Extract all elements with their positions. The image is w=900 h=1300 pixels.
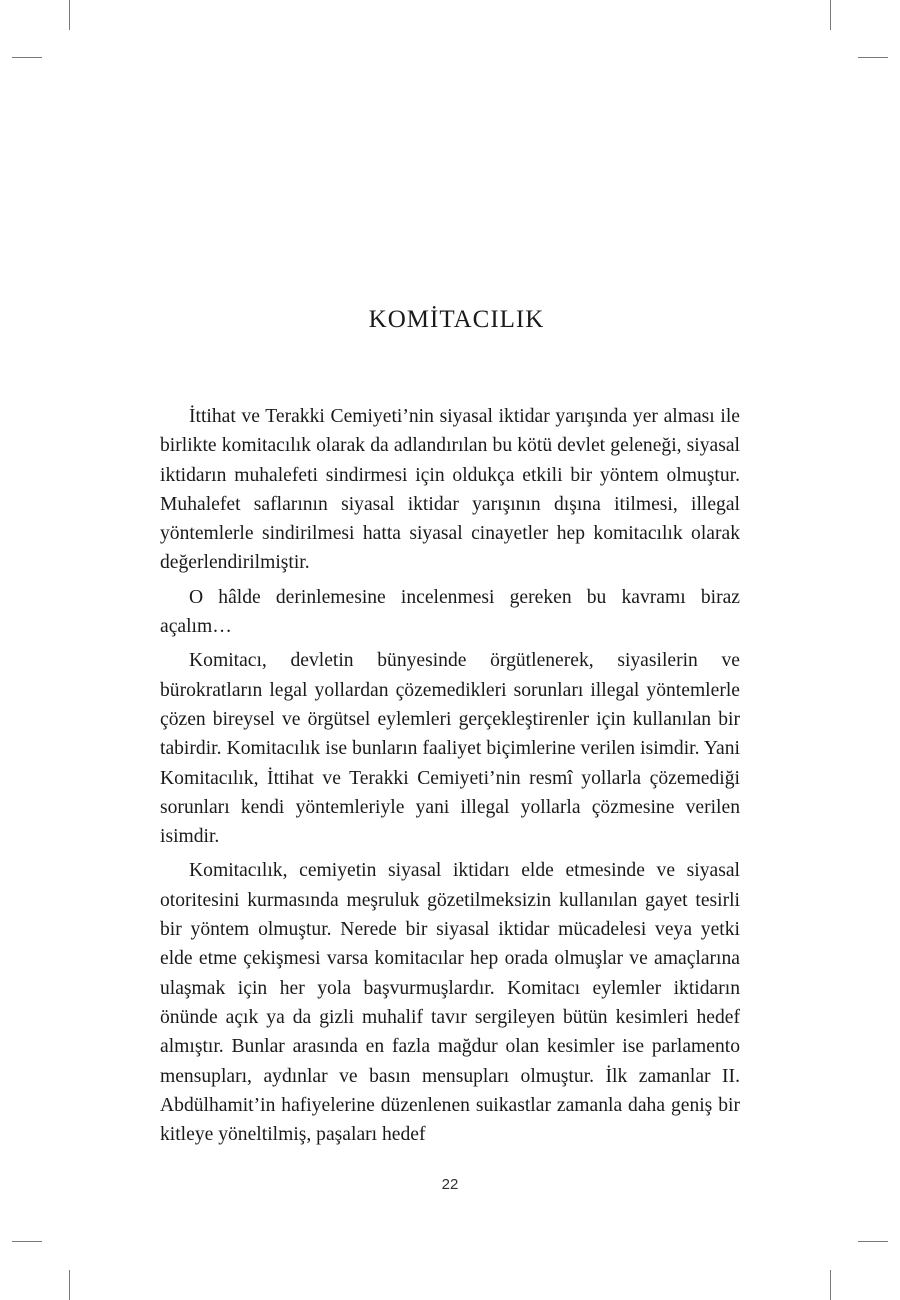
crop-mark-left-bottom (12, 1241, 42, 1242)
body-text (160, 402, 740, 1154)
paragraph: Komitacı, devletin bünyesinde örgütlenerek, siyasilerin ve bürokratların legal yollardan çözemedikleri sorunları illegal yöntemlerle çözen bireysel ve örgütsel eylemleri gerçekleştirenler için kullanılan bir tabirdir. Komitacılık ise bunların faaliyet biçimlerine verilen isimdir. Yani Komitacılık, İttihat ve Terakki Cemiyeti’nin resmî yollarla çözemediği sorunları kendi yöntemleriyle yani illegal yollarla çözmesine verilen isimdir. (160, 650, 740, 848)
crop-mark-right-top (858, 57, 888, 58)
crop-mark-top-right (830, 0, 831, 30)
page-number: 22 (441, 1176, 459, 1193)
crop-mark-bottom-left (69, 1270, 70, 1300)
crop-mark-right-bottom (858, 1241, 888, 1242)
chapter-title: KOMİTACILIK (368, 306, 545, 333)
paragraph: Komitacılık, cemiyetin siyasal iktidarı elde etmesinde ve siyasal otoritesini kurmasında meşruluk gözetilmeksizin kullanılan gayet tesirli bir yöntem olmuştur. Nerede bir siyasal iktidar mücadelesi veya yetki elde etme çekişmesi varsa komitacılar hep orada olmuşlar ve amaçlarına ulaşmak için her yola başvurmuşlardır. Komitacı eylemler iktidarın önünde açık ya da gizli muhalif tavır sergileyen bütün kesimleri hedef almıştır. Bunlar arasında en fazla mağdur olan kesimler ise parlamento mensupları, aydınlar ve basın mensupları olmuştur. İlk zamanlar II. Abdülhamit’in hafiyelerine düzenlenen suikastlar zamanla daha geniş bir kitleye yöneltilmiş, paşaları hedef (160, 860, 740, 1146)
paragraph: O hâlde derinlemesine incelenmesi gereken bu kavramı biraz açalım… (160, 586, 740, 638)
crop-mark-bottom-right (830, 1270, 831, 1300)
paragraph: İttihat ve Terakki Cemiyeti’nin siyasal iktidar yarışında yer alması ile birlikte komitacılık olarak da adlandırılan bu kötü devlet geleneği, siyasal iktidarın muhalefeti sindirmesi için oldukça etkili bir yöntem olmuştur. Muhalefet saflarının siyasal iktidar yarışının dışına itilmesi, illegal yöntemlerle sindirilmesi hatta siyasal cinayetler hep komitacılık olarak değerlendirilmiştir. (160, 406, 740, 574)
crop-mark-left-top (12, 57, 42, 58)
crop-mark-top-left (69, 0, 70, 30)
